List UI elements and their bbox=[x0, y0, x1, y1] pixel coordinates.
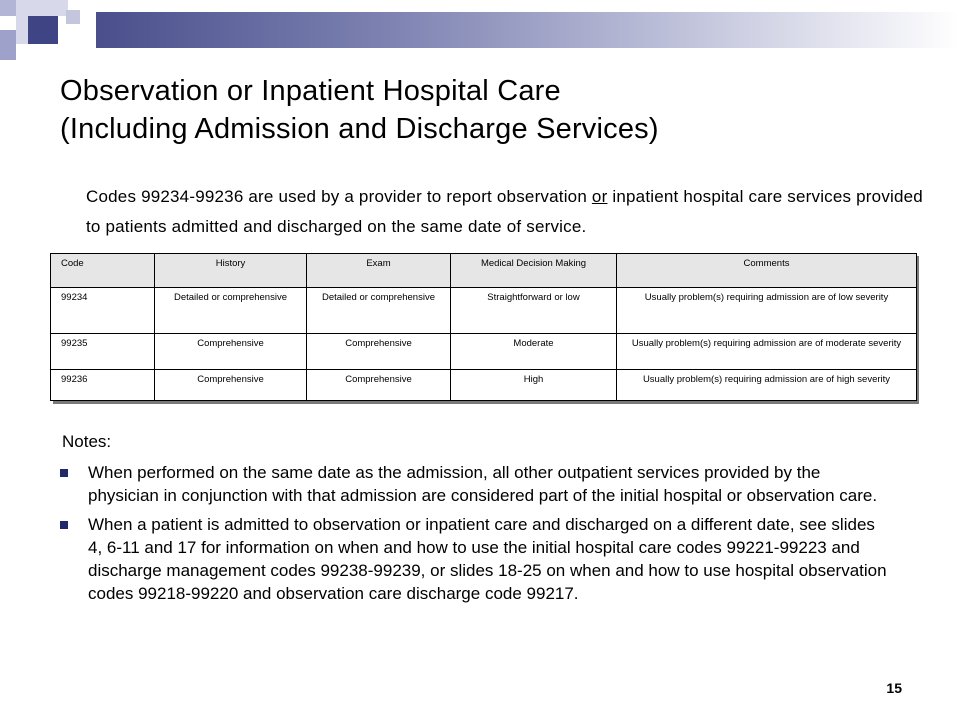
table-cell: 99236 bbox=[51, 369, 155, 400]
table-cell: Usually problem(s) requiring admission are of high severity bbox=[617, 369, 917, 400]
column-header: Comments bbox=[617, 254, 917, 288]
notes-label: Notes: bbox=[62, 432, 112, 451]
table-cell: Usually problem(s) requiring admission are of low severity bbox=[617, 288, 917, 334]
table-row bbox=[51, 334, 917, 370]
slide-title bbox=[60, 72, 920, 148]
title-line-1: Observation or Inpatient Hospital Care bbox=[60, 75, 561, 107]
table-header-row bbox=[51, 254, 917, 288]
table-row bbox=[51, 288, 917, 334]
table-cell: 99234 bbox=[51, 288, 155, 334]
table-cell: Straightforward or low bbox=[451, 288, 617, 334]
decor-square bbox=[0, 0, 16, 16]
table-cell: Usually problem(s) requiring admission are of moderate severity bbox=[617, 334, 917, 370]
table-cell: High bbox=[451, 369, 617, 400]
list-item bbox=[60, 513, 890, 605]
square-bullet-icon bbox=[60, 521, 68, 529]
column-header: History bbox=[155, 254, 307, 288]
table-row bbox=[51, 369, 917, 400]
table-cell: Comprehensive bbox=[155, 334, 307, 370]
column-header: Exam bbox=[307, 254, 451, 288]
decor-square bbox=[44, 0, 68, 16]
header-gradient-bar bbox=[96, 12, 960, 48]
table-cell: Moderate bbox=[451, 334, 617, 370]
bullet-text: When a patient is admitted to observation or inpatient care and discharged on a different date, see slides 4, 6-11 and 17 for information on when and how to use the initial hospital care codes 99221-99223 and discharge management codes 99238-99239, or slides 18-25 on when and how to use hospital observation codes 99218-99220 and observation care discharge code 99217. bbox=[88, 515, 887, 603]
decor-square bbox=[0, 30, 16, 60]
table-cell: 99235 bbox=[51, 334, 155, 370]
column-header: Medical Decision Making bbox=[451, 254, 617, 288]
table-cell: Detailed or comprehensive bbox=[307, 288, 451, 334]
intro-underlined-or: or bbox=[591, 187, 608, 206]
intro-text-before: Codes 99234-99236 are used by a provider to report observation bbox=[86, 187, 592, 206]
table-cell: Comprehensive bbox=[155, 369, 307, 400]
column-header: Code bbox=[51, 254, 155, 288]
square-bullet-icon bbox=[60, 469, 68, 477]
notes-bullet-list bbox=[60, 461, 890, 611]
page-number: 15 bbox=[886, 680, 902, 696]
table-cell: Detailed or comprehensive bbox=[155, 288, 307, 334]
table-cell: Comprehensive bbox=[307, 334, 451, 370]
intro-text-after: inpatient hospital care services provided to patients admitted and discharged on the same date of service. bbox=[86, 187, 923, 236]
table-cell: Comprehensive bbox=[307, 369, 451, 400]
intro-paragraph bbox=[86, 182, 926, 242]
list-item bbox=[60, 461, 890, 507]
decor-square bbox=[66, 10, 80, 24]
bullet-text: When performed on the same date as the admission, all other outpatient services provided by the physician in conjunction with that admission are considered part of the initial hospital or observation care. bbox=[88, 463, 878, 505]
codes-table-container bbox=[50, 253, 916, 401]
title-line-2: (Including Admission and Discharge Services) bbox=[60, 113, 659, 145]
codes-table bbox=[50, 253, 917, 401]
decor-square bbox=[28, 16, 58, 44]
